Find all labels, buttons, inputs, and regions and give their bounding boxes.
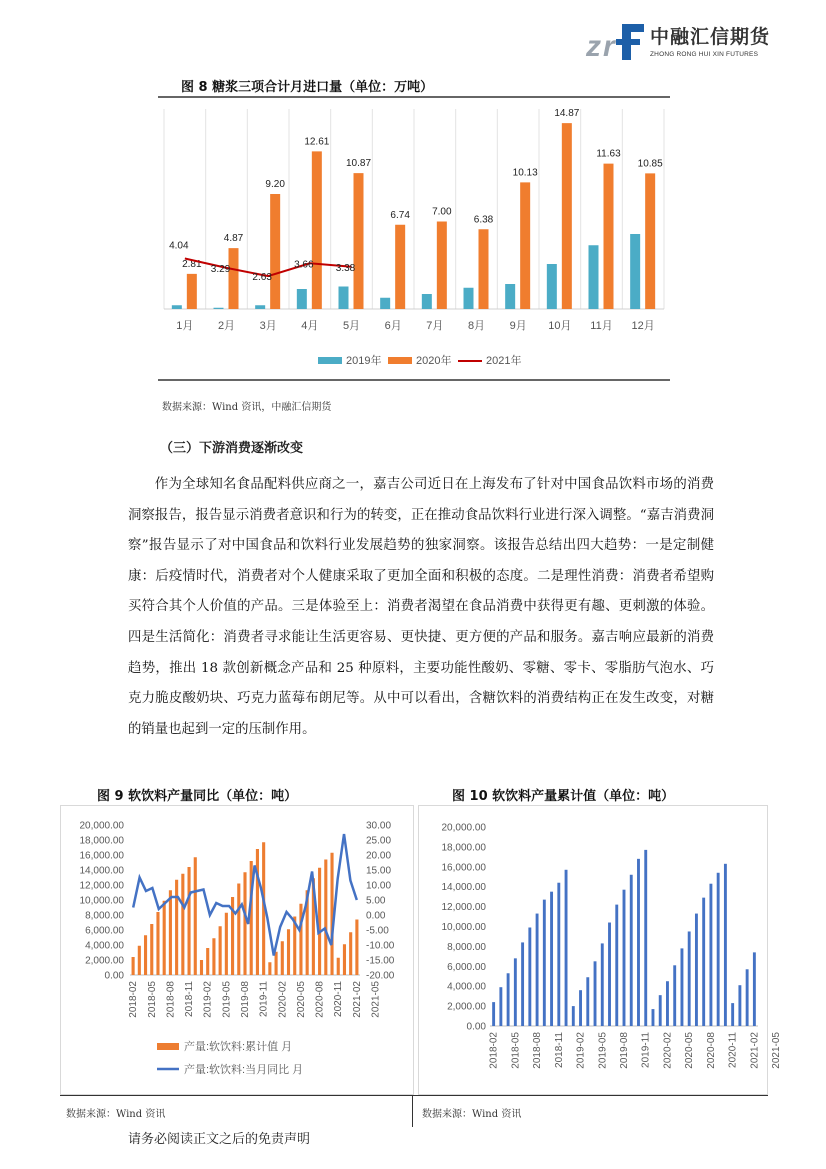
bar-cumulative — [206, 948, 209, 975]
x-tick-label: 2018-11 — [184, 981, 196, 1017]
bar-cumulative — [608, 923, 611, 1026]
bar-cumulative — [630, 875, 633, 1026]
x-tick-label: 8月 — [467, 320, 486, 332]
y-left-tick-label: 10,000.00 — [79, 895, 124, 907]
bar-2019 — [172, 305, 182, 309]
y-right-tick-label: 25.00 — [366, 835, 392, 847]
bar-cumulative — [355, 920, 358, 976]
bar-cumulative — [586, 977, 589, 1026]
data-label-2021: 4.04 — [169, 240, 189, 252]
x-tick-label: 2020-05 — [684, 1032, 696, 1069]
bar-2020 — [479, 229, 489, 309]
x-tick-label: 2020-02 — [277, 981, 289, 1018]
y-right-tick-label: -20.00 — [366, 970, 395, 982]
bar-cumulative — [623, 890, 626, 1026]
bar-cumulative — [615, 905, 618, 1026]
bar-cumulative — [521, 942, 524, 1026]
bar-cumulative — [287, 929, 290, 975]
x-tick-label: 2019-11 — [640, 1032, 652, 1068]
bar-cumulative — [499, 987, 502, 1026]
bar-cumulative — [343, 944, 346, 975]
bar-cumulative — [324, 860, 327, 976]
y-tick-label: 4,000.00 — [447, 981, 486, 993]
bar-cumulative — [565, 870, 568, 1026]
x-tick-label: 2021-02 — [749, 1032, 761, 1069]
bar-cumulative — [652, 1009, 655, 1026]
data-label-2021: 3.38 — [335, 262, 356, 274]
bar-cumulative — [181, 874, 184, 975]
y-tick-label: 8,000.00 — [447, 941, 486, 953]
svg-text:z: z — [586, 30, 601, 63]
data-label-2020: 6.74 — [390, 209, 410, 221]
y-tick-label: 20,000.00 — [441, 822, 486, 834]
bar-2020 — [354, 173, 364, 309]
bar-cumulative — [594, 961, 597, 1026]
bar-2020 — [562, 123, 572, 309]
bar-cumulative — [144, 935, 147, 975]
bar-cumulative — [299, 904, 302, 975]
source-divider — [60, 1095, 768, 1096]
data-label-2020: 10.87 — [345, 158, 372, 170]
bar-2019 — [255, 305, 265, 309]
x-tick-label: 2018-11 — [553, 1032, 565, 1068]
y-left-tick-label: 14,000.00 — [79, 865, 124, 877]
x-tick-label: 2月 — [217, 320, 236, 332]
bar-cumulative — [212, 938, 215, 975]
x-tick-label: 2020-08 — [705, 1032, 717, 1069]
y-tick-label: 18,000.00 — [441, 842, 486, 854]
data-label-2020: 6.38 — [473, 214, 494, 226]
svg-text:r: r — [603, 30, 615, 63]
bar-cumulative — [138, 946, 141, 975]
x-tick-label: 6月 — [384, 320, 402, 332]
y-left-tick-label: 18,000.00 — [79, 835, 124, 847]
data-label-2020: 10.13 — [512, 167, 538, 179]
bar-cumulative — [349, 932, 352, 975]
x-tick-label: 1月 — [176, 320, 194, 332]
bar-2020 — [437, 222, 447, 310]
x-tick-label: 5月 — [342, 320, 361, 332]
x-tick-label: 9月 — [509, 320, 527, 332]
legend-swatch-bar — [157, 1043, 179, 1050]
y-right-tick-label: -10.00 — [366, 940, 395, 952]
bar-cumulative — [746, 969, 749, 1026]
y-right-tick-label: -5.00 — [366, 925, 389, 937]
data-label-2020: 9.20 — [265, 179, 285, 190]
bar-cumulative — [243, 872, 246, 975]
figure10-chart — [418, 805, 783, 1095]
bar-cumulative — [637, 859, 640, 1026]
bar-cumulative — [680, 948, 683, 1026]
x-tick-label: 2018-05 — [510, 1032, 522, 1069]
x-tick-label: 2020-05 — [295, 981, 307, 1018]
y-left-tick-label: 8,000.00 — [85, 910, 124, 922]
x-tick-label: 2021-05 — [771, 1032, 783, 1069]
bar-2019 — [464, 288, 474, 309]
figure8-title: 图 8 糖浆三项合计月进口量（单位：万吨） — [181, 80, 434, 95]
figure9-chart — [60, 805, 414, 1095]
bar-2020 — [270, 194, 280, 309]
bar-cumulative — [557, 883, 560, 1026]
figure9-title: 图 9 软饮料产量同比（单位：吨） — [97, 789, 298, 804]
company-logo-text: 中融汇信期货 — [650, 26, 771, 48]
bar-2019 — [505, 284, 515, 309]
bar-cumulative — [644, 850, 647, 1026]
bar-cumulative — [194, 857, 197, 975]
y-tick-label: 16,000.00 — [441, 862, 486, 874]
section-title: （三）下游消费逐渐改变 — [160, 441, 304, 456]
x-tick-label: 11月 — [590, 320, 613, 332]
bar-cumulative — [673, 965, 676, 1026]
y-tick-label: 2,000.00 — [447, 1001, 486, 1013]
bar-cumulative — [156, 912, 159, 975]
y-left-tick-label: 20,000.00 — [79, 820, 124, 832]
x-tick-label: 2020-02 — [662, 1032, 674, 1069]
body-paragraph — [128, 470, 714, 745]
data-label-2020: 14.87 — [554, 108, 580, 120]
y-tick-label: 12,000.00 — [441, 902, 486, 914]
y-right-tick-label: 0.00 — [366, 910, 386, 922]
bar-cumulative — [688, 931, 691, 1026]
legend-label-2021: 2021年 — [486, 355, 522, 367]
y-left-tick-label: 4,000.00 — [85, 940, 124, 952]
x-tick-label: 2018-08 — [165, 981, 177, 1018]
x-tick-label: 2021-05 — [370, 981, 382, 1018]
legend-swatch-2019 — [318, 357, 342, 364]
data-label-2020: 4.87 — [223, 233, 244, 245]
bar-cumulative — [702, 898, 705, 1026]
bar-2020 — [645, 173, 655, 309]
bar-cumulative — [738, 985, 741, 1026]
y-tick-label: 0.00 — [466, 1021, 486, 1033]
x-tick-label: 2020-08 — [314, 981, 326, 1018]
company-logo-mark — [586, 20, 648, 64]
bar-cumulative — [543, 900, 546, 1026]
figure10-source: 数据来源：Wind 资讯 — [422, 1109, 522, 1120]
column-divider — [412, 1095, 413, 1127]
bar-cumulative — [601, 943, 604, 1026]
data-label-2020: 7.00 — [432, 206, 452, 218]
x-tick-label: 3月 — [259, 320, 277, 332]
y-tick-label: 14,000.00 — [441, 882, 486, 894]
y-right-tick-label: 5.00 — [366, 895, 386, 907]
y-right-tick-label: 20.00 — [366, 850, 392, 862]
bar-2019 — [380, 298, 390, 309]
bar-cumulative — [717, 873, 720, 1026]
bar-cumulative — [163, 901, 166, 975]
x-tick-label: 2018-02 — [128, 981, 140, 1018]
x-tick-label: 2019-05 — [597, 1032, 609, 1069]
bar-2020 — [604, 164, 614, 309]
company-logo-english: ZHONG RONG HUI XIN FUTURES — [650, 51, 759, 58]
data-label-2020: 11.63 — [596, 148, 621, 160]
bar-2020 — [520, 182, 530, 309]
bar-cumulative — [132, 957, 135, 975]
x-tick-label: 2019-05 — [221, 981, 233, 1018]
legend-label-2019: 2019年 — [346, 355, 382, 367]
data-label-2020: 10.85 — [637, 158, 663, 170]
bar-cumulative — [731, 1003, 734, 1026]
bar-2019 — [422, 294, 432, 309]
y-right-tick-label: -15.00 — [366, 955, 395, 967]
bar-cumulative — [175, 880, 178, 975]
bar-cumulative — [337, 958, 340, 975]
bar-cumulative — [200, 960, 203, 975]
y-left-tick-label: 6,000.00 — [85, 925, 124, 937]
x-tick-label: 2018-02 — [488, 1032, 500, 1069]
legend-label-line: 产量:软饮料:当月同比 月 — [184, 1064, 304, 1076]
bar-cumulative — [724, 864, 727, 1026]
bar-2019 — [214, 308, 224, 309]
x-tick-label: 10月 — [548, 320, 572, 332]
bar-cumulative — [695, 914, 698, 1026]
figure9-source: 数据来源：Wind 资讯 — [66, 1109, 166, 1120]
x-tick-label: 2019-02 — [202, 981, 214, 1018]
bar-cumulative — [550, 892, 553, 1026]
data-label-2021: 3.66 — [294, 259, 314, 271]
x-tick-label: 2019-11 — [258, 981, 270, 1017]
x-tick-label: 2020-11 — [333, 981, 345, 1017]
y-left-tick-label: 16,000.00 — [79, 850, 124, 862]
bar-cumulative — [169, 890, 172, 975]
x-tick-label: 2019-08 — [240, 981, 251, 1018]
data-label-2021: 3.29 — [210, 263, 231, 275]
figure10-title: 图 10 软饮料产量累计值（单位：吨） — [452, 789, 675, 804]
paragraph-text: 作为全球知名食品配料供应商之一，嘉吉公司近日在上海发布了针对中国食品饮料市场的消费洞察报告，报告显示消费者意识和行为的转变，正在推动食品饮料行业进行深入调整。“嘉吉消费洞察”报告显示了对中国食品和饮料行业发展趋势的独家洞察。该报告总结出四大趋势：一是定制健康：后疫情时代，消费者对个人健康采取了更加全面和积极的态度。二是理性消费：消费者希望购买符合其个人价值的产品。三是体验至上：消费者渴望在食品消费中获得更有趣、更刺激的体验。四是生活简化：消费者寻求能让生活更容易、更快捷、更方便的产品和服务。嘉吉响应最新的消费趋势，推出 18 款创新概念产品和 25 种原料，主要功能性酸奶、零糖、零卡、零脂肪气泡水、巧克力脆皮酸奶块、巧克力蓝莓布朗尼等。从中可以看出，含糖饮料的消费结构正在发生改变，对糖的销量也起到一定的压制作用。 — [128, 477, 714, 737]
legend-label-2020: 2020年 — [416, 355, 452, 367]
bar-cumulative — [150, 924, 153, 975]
data-label-2021: 2.63 — [252, 272, 272, 284]
bar-2019 — [297, 289, 307, 309]
y-right-tick-label: 10.00 — [366, 880, 392, 892]
bar-2019 — [547, 264, 557, 309]
x-tick-label: 7月 — [426, 320, 444, 332]
bar-cumulative — [659, 995, 662, 1026]
bar-cumulative — [666, 981, 669, 1026]
bar-cumulative — [268, 962, 271, 975]
bar-2019 — [339, 287, 349, 310]
x-tick-label: 2018-05 — [146, 981, 158, 1018]
bar-2019 — [589, 245, 599, 309]
y-left-tick-label: 2,000.00 — [85, 955, 124, 967]
x-tick-label: 2020-11 — [727, 1032, 739, 1068]
x-tick-label: 4月 — [301, 320, 319, 332]
y-left-tick-label: 0.00 — [104, 970, 124, 982]
bar-cumulative — [753, 952, 756, 1026]
figure8-chart — [158, 97, 670, 381]
y-left-tick-label: 12,000.00 — [79, 880, 124, 892]
bar-cumulative — [572, 1006, 575, 1026]
bar-2020 — [395, 225, 405, 309]
bar-cumulative — [579, 990, 582, 1026]
bar-cumulative — [219, 926, 222, 975]
x-tick-label: 2019-02 — [575, 1032, 587, 1069]
bar-2020 — [229, 248, 239, 309]
bar-2020 — [187, 274, 197, 309]
bar-cumulative — [492, 1002, 495, 1026]
y-right-tick-label: 30.00 — [366, 820, 392, 832]
x-tick-label: 12月 — [631, 320, 655, 332]
data-label-2020: 12.61 — [304, 136, 330, 148]
bar-cumulative — [514, 958, 517, 1026]
bar-cumulative — [507, 973, 510, 1026]
bar-cumulative — [281, 941, 284, 975]
bar-cumulative — [237, 884, 240, 976]
x-tick-label: 2021-02 — [351, 981, 363, 1018]
y-tick-label: 6,000.00 — [447, 961, 486, 973]
legend-label-bar: 产量:软饮料:累计值 月 — [184, 1041, 293, 1053]
bar-2020 — [312, 151, 322, 309]
bar-cumulative — [536, 914, 539, 1026]
bar-cumulative — [528, 927, 531, 1026]
bar-2019 — [630, 234, 640, 309]
figure8-source: 数据来源：Wind 资讯，中融汇信期货 — [162, 402, 332, 413]
bar-cumulative — [188, 867, 191, 975]
y-right-tick-label: 15.00 — [366, 865, 392, 877]
x-tick-label: 2019-08 — [619, 1032, 630, 1069]
data-label-2020: 2.81 — [182, 258, 202, 270]
bar-cumulative — [225, 913, 228, 975]
y-tick-label: 10,000.00 — [441, 922, 486, 933]
disclaimer-footer: 请务必阅读正文之后的免责声明 — [128, 1132, 311, 1147]
x-tick-label: 2018-08 — [532, 1032, 544, 1069]
legend-swatch-2020 — [388, 357, 412, 364]
bar-cumulative — [709, 884, 712, 1026]
